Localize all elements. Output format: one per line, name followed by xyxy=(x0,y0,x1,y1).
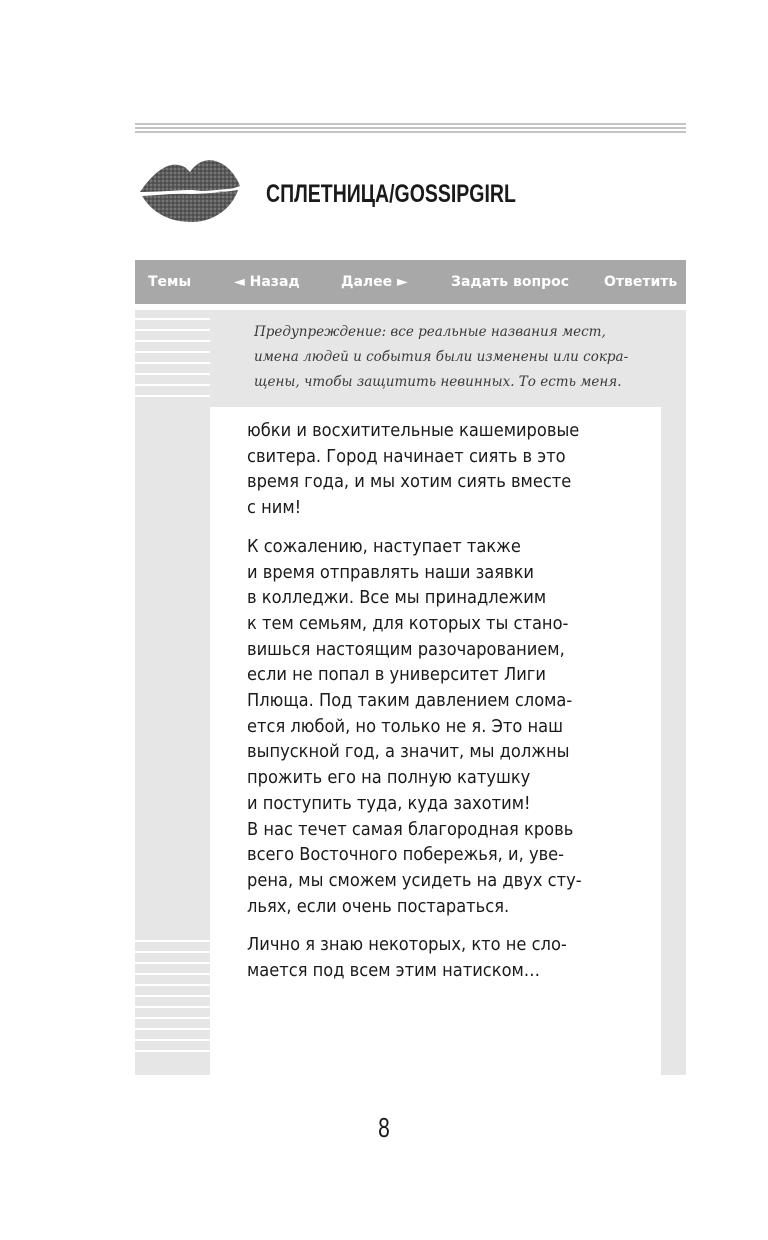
site-title: СПЛЕТНИЦА/GOSSIPGIRL xyxy=(266,180,516,208)
navigation-bar xyxy=(135,260,686,304)
right-sidebar-column xyxy=(661,407,686,1075)
nav-back-link[interactable]: ◄ Назад xyxy=(234,274,300,290)
paragraph: юбки и восхитительные кашемировые свитера. Город начинает сиять в это время года, и мы хотим сиять вместе с ним! xyxy=(247,421,580,519)
content-panel xyxy=(135,310,686,1075)
nav-reply-link[interactable]: Ответить xyxy=(604,274,678,290)
disclaimer-text: Предупреждение: все реальные названия мест, имена людей и события были изменены или сокра- щены, чтобы защитить невинных. То есть меня. xyxy=(254,324,629,390)
nav-topics-link[interactable]: Темы xyxy=(148,274,192,290)
nav-ask-question-link[interactable]: Задать вопрос xyxy=(451,274,570,290)
lips-icon xyxy=(138,152,242,228)
paragraph: Лично я знаю некоторых, кто не сло- мается под всем этим натиском… xyxy=(247,935,567,982)
post-body xyxy=(247,419,661,998)
decorative-stripes-bottom xyxy=(135,940,210,1061)
paragraph: К сожалению, наступает также и время отправлять наши заявки в колледжи. Все мы принадлежим к тем семьям, для которых ты стано- вишься настоящим разочарованием, если не попал в университет Лиги Плюща. Под таким давлением слома- ется любой, но только не я. Это наш выпускной год, а значит, мы должны прожить его на полную катушку и поступить туда, куда захотим! В нас течет самая благородная кровь всего Восточного побережья, и, уве- рена, мы сможем усидеть на двух сту- льях, если очень постараться. xyxy=(247,536,582,917)
top-rules xyxy=(135,123,686,135)
page-number: 8 xyxy=(378,1112,390,1143)
nav-next-link[interactable]: Далее ► xyxy=(341,274,408,290)
decorative-stripes-top xyxy=(135,318,210,406)
